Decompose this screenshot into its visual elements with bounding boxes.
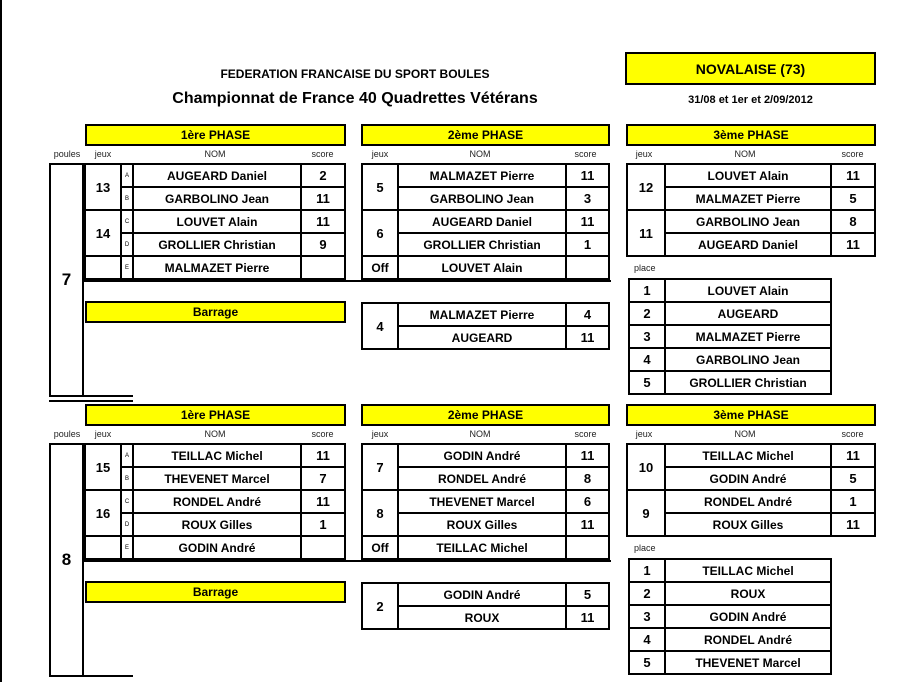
player-name: GROLLIER Christian	[132, 232, 302, 257]
barrage-game-number: 4	[361, 302, 399, 350]
off-score	[565, 535, 610, 560]
player-score: 11	[830, 232, 876, 257]
player-letter: B	[120, 186, 134, 211]
place-rank: 3	[628, 604, 666, 629]
bye-score	[300, 535, 346, 560]
player-name: RONDEL André	[397, 466, 567, 491]
player-score: 11	[300, 186, 346, 211]
player-name: THEVENET Marcel	[132, 466, 302, 491]
player-name: TEILLAC Michel	[132, 443, 302, 468]
group-bottom-line	[49, 395, 133, 397]
player-score: 11	[565, 605, 610, 630]
place-rank: 3	[628, 324, 666, 349]
jeux-heading: jeux	[94, 149, 112, 159]
poule-number: 8	[61, 550, 72, 569]
phase3-game-number: 10	[626, 443, 666, 491]
phase2-game-number: 6	[361, 209, 399, 257]
phase3-game-number: 12	[626, 163, 666, 211]
player-score: 11	[300, 209, 346, 234]
player-score: 8	[830, 209, 876, 234]
player-score: 11	[565, 443, 610, 468]
player-letter: D	[120, 232, 134, 257]
place-rank: 1	[628, 278, 666, 303]
off-name: TEILLAC Michel	[397, 535, 567, 560]
player-score: 1	[300, 512, 346, 537]
venue-box: NOVALAISE (73)	[625, 52, 876, 85]
phase1-game-number: 13	[84, 163, 122, 211]
place-name: MALMAZET Pierre	[664, 324, 832, 349]
place-rank: 4	[628, 627, 666, 652]
player-name: MALMAZET Pierre	[397, 163, 567, 188]
phase1-game-number: 15	[84, 443, 122, 491]
player-name: AUGEARD Daniel	[132, 163, 302, 188]
player-name: THEVENET Marcel	[397, 489, 567, 514]
jeux-heading: jeux	[635, 149, 653, 159]
dates-text: 31/08 et 1er et 2/09/2012	[688, 94, 813, 106]
phase2-game-number: 8	[361, 489, 399, 537]
player-score: 11	[565, 512, 610, 537]
nom-heading: NOM	[734, 429, 756, 439]
player-score: 11	[565, 325, 610, 350]
phase1-header: 1ère PHASE	[85, 124, 346, 146]
phase2-header: 2ème PHASE	[361, 124, 610, 146]
place-heading: place	[634, 263, 656, 273]
jeux-heading: jeux	[371, 429, 389, 439]
group-separator	[49, 400, 133, 402]
place-name: TEILLAC Michel	[664, 558, 832, 583]
player-score: 8	[565, 466, 610, 491]
place-rank: 5	[628, 650, 666, 675]
player-name: GARBOLINO Jean	[132, 186, 302, 211]
player-name: RONDEL André	[664, 489, 832, 514]
player-name: AUGEARD	[397, 325, 567, 350]
bye-jeu	[84, 535, 122, 560]
off-label: Off	[361, 255, 399, 280]
player-letter: B	[120, 466, 134, 491]
player-name: GARBOLINO Jean	[664, 209, 832, 234]
place-name: LOUVET Alain	[664, 278, 832, 303]
place-rank: 1	[628, 558, 666, 583]
player-score: 11	[565, 209, 610, 234]
phase3-header: 3ème PHASE	[626, 404, 876, 426]
place-heading: place	[634, 543, 656, 553]
off-label: Off	[361, 535, 399, 560]
score-heading: score	[841, 429, 864, 439]
player-score: 3	[565, 186, 610, 211]
place-name: AUGEARD	[664, 301, 832, 326]
score-heading: score	[574, 429, 597, 439]
player-name: AUGEARD Daniel	[664, 232, 832, 257]
player-score: 1	[830, 489, 876, 514]
nom-heading: NOM	[734, 149, 756, 159]
bye-name: GODIN André	[132, 535, 302, 560]
player-score: 5	[830, 466, 876, 491]
phase2-game-number: 7	[361, 443, 399, 491]
phase1-game-number: 16	[84, 489, 122, 537]
phase-divider	[84, 280, 611, 282]
bye-letter: E	[120, 255, 134, 280]
jeux-heading: jeux	[635, 429, 653, 439]
group-bottom-line	[49, 675, 133, 677]
player-score: 11	[830, 443, 876, 468]
player-name: GODIN André	[664, 466, 832, 491]
score-heading: score	[311, 149, 334, 159]
player-name: ROUX Gilles	[132, 512, 302, 537]
place-rank: 5	[628, 370, 666, 395]
nom-heading: NOM	[469, 149, 491, 159]
player-score: 7	[300, 466, 346, 491]
player-name: ROUX Gilles	[664, 512, 832, 537]
poules-heading: poules	[53, 149, 81, 159]
score-heading: score	[841, 149, 864, 159]
player-name: ROUX	[397, 605, 567, 630]
player-name: MALMAZET Pierre	[664, 186, 832, 211]
place-name: THEVENET Marcel	[664, 650, 832, 675]
player-name: LOUVET Alain	[132, 209, 302, 234]
player-score: 9	[300, 232, 346, 257]
phase1-header: 1ère PHASE	[85, 404, 346, 426]
score-heading: score	[574, 149, 597, 159]
player-score: 2	[300, 163, 346, 188]
off-score	[565, 255, 610, 280]
player-name: GODIN André	[397, 443, 567, 468]
player-name: RONDEL André	[132, 489, 302, 514]
place-rank: 4	[628, 347, 666, 372]
nom-heading: NOM	[204, 429, 226, 439]
page-edge	[0, 0, 2, 682]
player-letter: C	[120, 209, 134, 234]
place-name: ROUX	[664, 581, 832, 606]
phase2-game-number: 5	[361, 163, 399, 211]
off-name: LOUVET Alain	[397, 255, 567, 280]
place-rank: 2	[628, 301, 666, 326]
player-score: 1	[565, 232, 610, 257]
barrage-header: Barrage	[85, 301, 346, 323]
barrage-game-number: 2	[361, 582, 399, 630]
phase1-game-number: 14	[84, 209, 122, 257]
jeux-heading: jeux	[94, 429, 112, 439]
nom-heading: NOM	[204, 149, 226, 159]
player-score: 11	[830, 512, 876, 537]
player-score: 6	[565, 489, 610, 514]
phase3-game-number: 9	[626, 489, 666, 537]
player-name: GROLLIER Christian	[397, 232, 567, 257]
player-name: TEILLAC Michel	[664, 443, 832, 468]
player-score: 5	[830, 186, 876, 211]
place-name: RONDEL André	[664, 627, 832, 652]
player-score: 11	[565, 163, 610, 188]
place-name: GARBOLINO Jean	[664, 347, 832, 372]
player-score: 11	[300, 489, 346, 514]
place-name: GODIN André	[664, 604, 832, 629]
place-rank: 2	[628, 581, 666, 606]
player-name: ROUX Gilles	[397, 512, 567, 537]
phase3-header: 3ème PHASE	[626, 124, 876, 146]
player-name: LOUVET Alain	[664, 163, 832, 188]
player-letter: A	[120, 443, 134, 468]
player-name: GODIN André	[397, 582, 567, 607]
poules-heading: poules	[53, 429, 81, 439]
nom-heading: NOM	[469, 429, 491, 439]
player-letter: A	[120, 163, 134, 188]
phase3-game-number: 11	[626, 209, 666, 257]
place-name: GROLLIER Christian	[664, 370, 832, 395]
player-name: GARBOLINO Jean	[397, 186, 567, 211]
championship-title: Championnat de France 40 Quadrettes Vétérans	[172, 90, 538, 107]
player-name: AUGEARD Daniel	[397, 209, 567, 234]
player-letter: D	[120, 512, 134, 537]
player-score: 4	[565, 302, 610, 327]
federation-title: FEDERATION FRANCAISE DU SPORT BOULES	[220, 67, 490, 81]
poule-number: 7	[61, 270, 72, 289]
bye-name: MALMAZET Pierre	[132, 255, 302, 280]
score-heading: score	[311, 429, 334, 439]
player-score: 11	[830, 163, 876, 188]
bye-jeu	[84, 255, 122, 280]
player-score: 11	[300, 443, 346, 468]
phase-divider	[84, 560, 611, 562]
player-score: 5	[565, 582, 610, 607]
player-letter: C	[120, 489, 134, 514]
bye-letter: E	[120, 535, 134, 560]
phase2-header: 2ème PHASE	[361, 404, 610, 426]
barrage-header: Barrage	[85, 581, 346, 603]
player-name: MALMAZET Pierre	[397, 302, 567, 327]
jeux-heading: jeux	[371, 149, 389, 159]
bye-score	[300, 255, 346, 280]
